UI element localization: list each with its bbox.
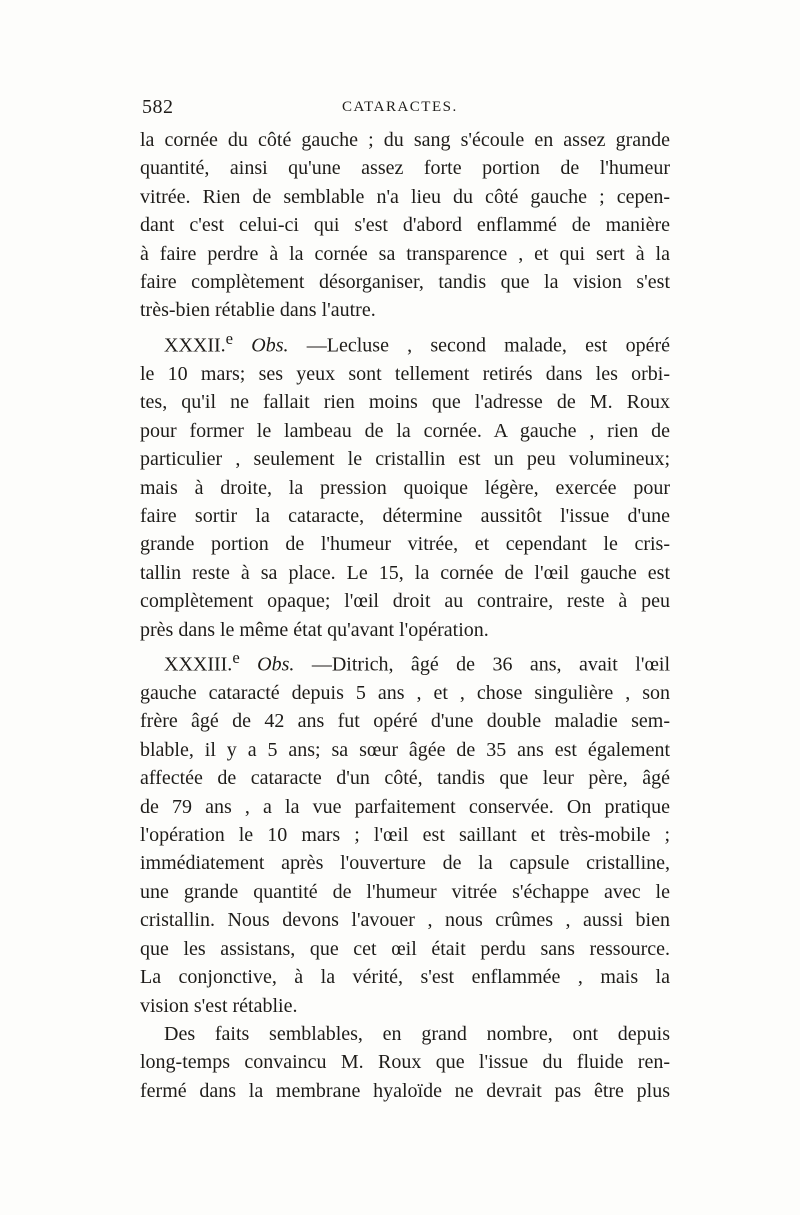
running-title: CATARACTES. (342, 99, 458, 115)
text-line: l'opération le 10 mars ; l'œil est saillant et très-mobile ; (140, 824, 670, 847)
text-line: le 10 mars; ses yeux sont tellement retirés dans les orbi- (140, 362, 670, 385)
text-line: tes, qu'il ne fallait rien moins que l'adresse de M. Roux (140, 391, 670, 414)
text-line: La conjonctive, à la vérité, s'est enflammée , mais la (140, 966, 670, 989)
observation-label: Obs. (257, 653, 295, 676)
text-line: fermé dans la membrane hyaloïde ne devrait pas être plus (140, 1079, 670, 1102)
text-line: affectée de cataracte d'un côté, tandis que leur père, âgé (140, 767, 670, 790)
running-head (142, 96, 677, 126)
text-line: cristallin. Nous devons l'avouer , nous crûmes , aussi bien (140, 909, 670, 932)
text-line: immédiatement après l'ouverture de la capsule cristalline, (140, 852, 670, 875)
observation-number: XXXII. (164, 334, 226, 357)
text-line: blable, il y a 5 ans; sa sœur âgée de 35 ans est également (140, 738, 670, 761)
text-line: près dans le même état qu'avant l'opération. (140, 618, 489, 641)
text-line: dant c'est celui-ci qui s'est d'abord enflammé de manière (140, 214, 670, 237)
text-line: vision s'est rétablie. (140, 994, 298, 1017)
text-line: la cornée du côté gauche ; du sang s'écoule en assez grande (140, 129, 670, 151)
text-line: vitrée. Rien de semblable n'a lieu du côté gauche ; cepen- (140, 185, 670, 208)
text-line: quantité, ainsi qu'une assez forte portion de l'humeur (140, 157, 670, 180)
page-number: 582 (142, 96, 174, 118)
text-line: Des faits semblables, en grand nombre, ont depuis (164, 1022, 670, 1045)
observation-text: —Lecluse , second malade, est opéré (288, 334, 670, 357)
text-line: de 79 ans , a la vue parfaitement conservée. On pratique (140, 795, 670, 818)
body-text (140, 126, 670, 1105)
ordinal-suffix: e (232, 647, 240, 667)
text-line: mais à droite, la pression quoique légère, exercée pour (140, 476, 670, 499)
text-line: long-temps convaincu M. Roux que l'issue du fluide ren- (140, 1051, 670, 1074)
text-line: frère âgé de 42 ans fut opéré d'une double maladie sem- (140, 710, 670, 733)
text-line: complètement opaque; l'œil droit au contraire, reste à peu (140, 590, 670, 613)
text-line: une grande quantité de l'humeur vitrée s'échappe avec le (140, 880, 670, 903)
observation-number: XXXIII. (164, 653, 233, 676)
observation-label: Obs. (251, 334, 289, 357)
observation-text: —Ditrich, âgé de 36 ans, avait l'œil (294, 653, 671, 676)
text-line: tallin reste à sa place. Le 15, la cornée de l'œil gauche est (140, 561, 670, 584)
text-line: faire sortir la cataracte, détermine aussitôt l'issue d'une (140, 504, 670, 527)
ordinal-suffix: e (225, 328, 234, 348)
observation-heading-line (140, 325, 670, 360)
text-line: très-bien rétablie dans l'autre. (140, 299, 376, 322)
text-line: gauche cataracté depuis 5 ans , et , chose singulière , son (140, 682, 670, 705)
text-line: particulier , seulement le cristallin est un peu volumineux; (140, 448, 670, 471)
text-line: à faire perdre à la cornée sa transparence , et qui sert à la (140, 242, 670, 265)
text-line: grande portion de l'humeur vitrée, et cependant le cris- (140, 533, 670, 556)
text-line: pour former le lambeau de la cornée. A gauche , rien de (140, 419, 670, 442)
text-line: que les assistans, que cet œil était perdu sans ressource. (140, 937, 670, 960)
text-line: faire complètement désorganiser, tandis que la vision s'est (140, 271, 670, 294)
observation-heading-line (140, 644, 670, 679)
